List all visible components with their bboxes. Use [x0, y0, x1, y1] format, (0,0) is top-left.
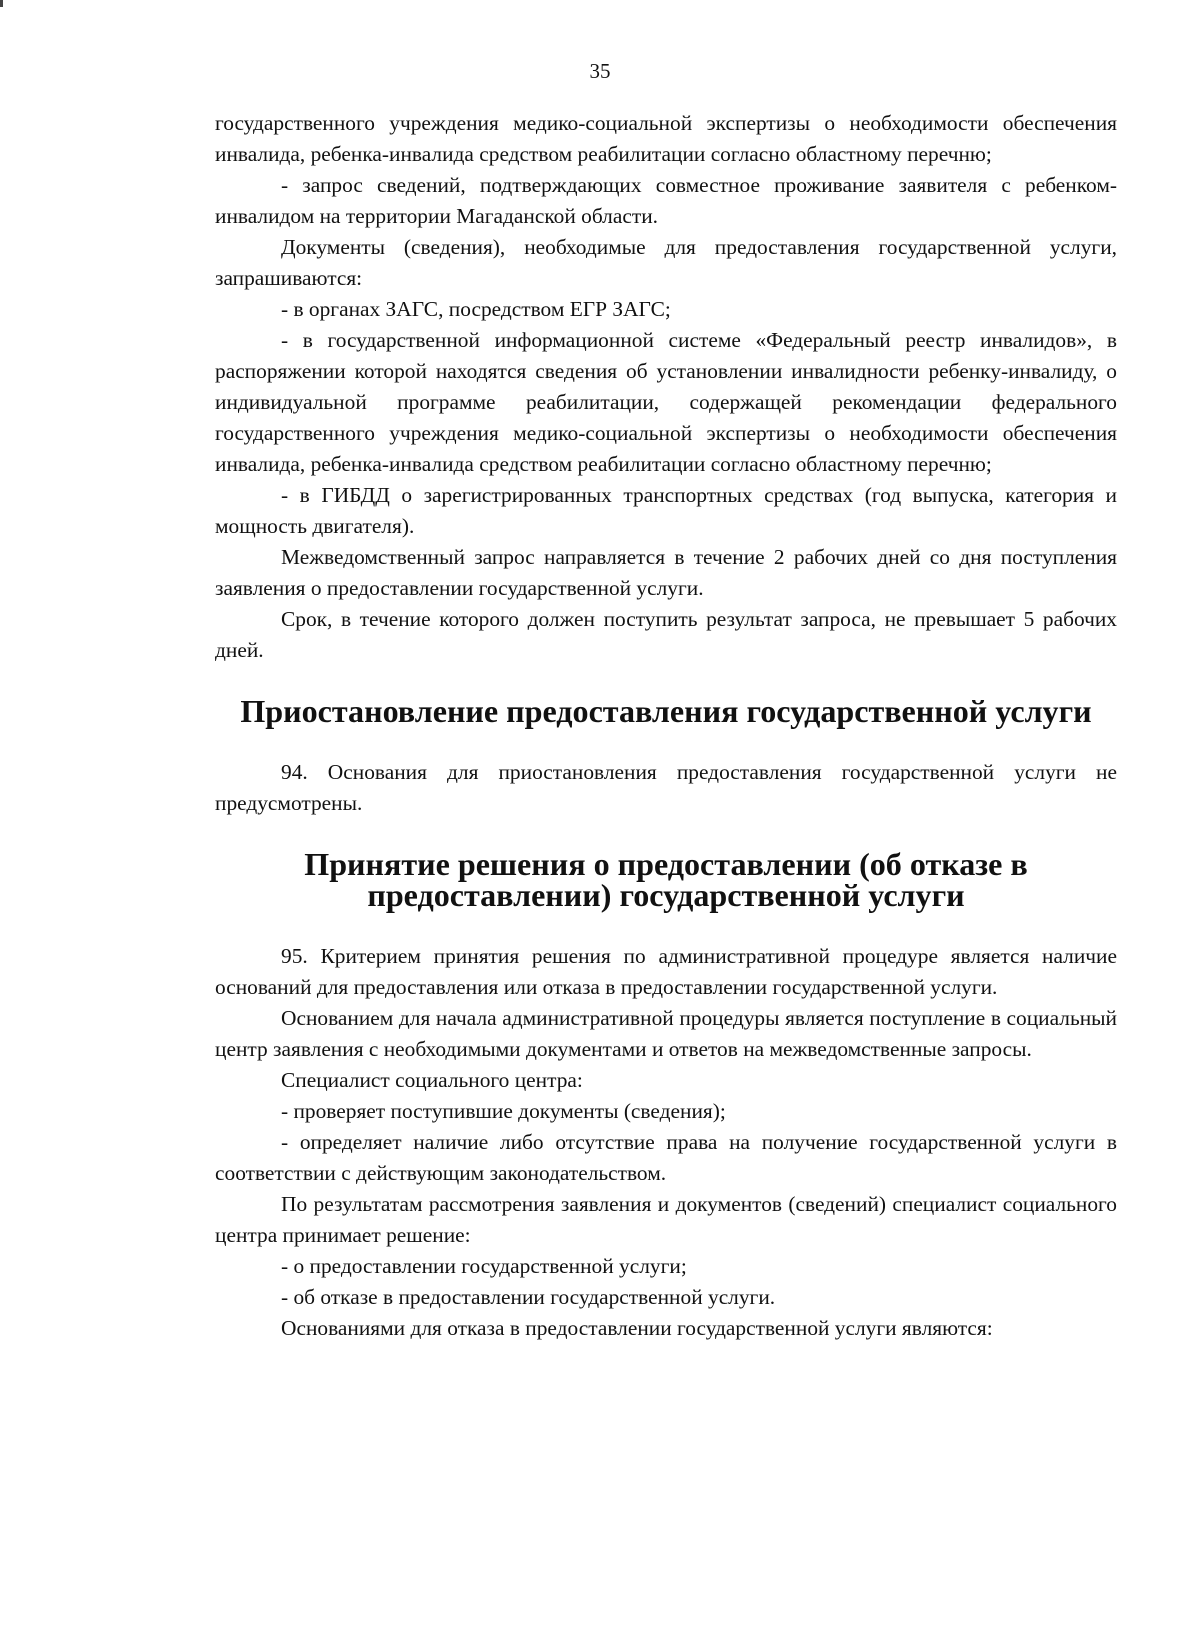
list-item: - в ГИБДД о зарегистрированных транспортных средствах (год выпуска, категория и мощность двигателя). — [215, 483, 1117, 538]
section-heading-suspension: Приостановление предоставления государственной услуги — [240, 693, 1092, 729]
paragraph-94: 94. Основания для приостановления предоставления государственной услуги не предусмотрены. — [215, 760, 1117, 815]
paragraph: Межведомственный запрос направляется в течение 2 рабочих дней со дня поступления заявления о предоставлении государственной услуги. — [215, 545, 1117, 600]
section-heading-decision: Принятие решения о предоставлении (об отказе в предоставлении) государственной услуги — [304, 846, 1028, 913]
paragraph: Срок, в течение которого должен поступить результат запроса, не превышает 5 рабочих дней. — [215, 607, 1117, 662]
paragraph: По результатам рассмотрения заявления и документов (сведений) специалист социального центра принимает решение: — [215, 1192, 1117, 1247]
paragraph: Основанием для начала административной процедуры является поступление в социальный центр заявления с необходимыми документами и ответов на межведомственные запросы. — [215, 1006, 1117, 1061]
paragraph: Специалист социального центра: — [281, 1068, 583, 1092]
list-item: - определяет наличие либо отсутствие права на получение государственной услуги в соответствии с действующим законодательством. — [215, 1130, 1117, 1185]
list-item: - о предоставлении государственной услуги; — [281, 1254, 687, 1278]
paragraph: - запрос сведений, подтверждающих совместное проживание заявителя с ребенком-инвалидом на территории Магаданской области. — [215, 173, 1117, 228]
scan-mark — [0, 0, 3, 7]
page-number: 35 — [589, 59, 611, 83]
list-item: - в органах ЗАГС, посредством ЕГР ЗАГС; — [281, 297, 671, 321]
paragraph: Основаниями для отказа в предоставлении государственной услуги являются: — [281, 1316, 993, 1340]
list-item: - проверяет поступившие документы (сведения); — [281, 1099, 726, 1123]
paragraph: Документы (сведения), необходимые для предоставления государственной услуги, запрашиваются: — [215, 235, 1117, 290]
document-body — [215, 108, 1117, 1344]
paragraph-95: 95. Критерием принятия решения по административной процедуре является наличие оснований для предоставления или отказа в предоставлении государственной услуги. — [215, 944, 1117, 999]
list-item: - об отказе в предоставлении государственной услуги. — [281, 1285, 776, 1309]
list-item: - в государственной информационной системе «Федеральный реестр инвалидов», в распоряжении которой находятся сведения об установлении инвалидности ребенку-инвалиду, о индивидуальной программе реабилитации, содержащей рекомендации федерального государственного учреждения медико-социальной экспертизы о необходимости обеспечения инвалида, ребенка-инвалида средством реабилитации согласно областному перечню; — [215, 328, 1117, 476]
paragraph: государственного учреждения медико-социальной экспертизы о необходимости обеспечения инвалида, ребенка-инвалида средством реабилитации согласно областному перечню; — [215, 111, 1117, 166]
